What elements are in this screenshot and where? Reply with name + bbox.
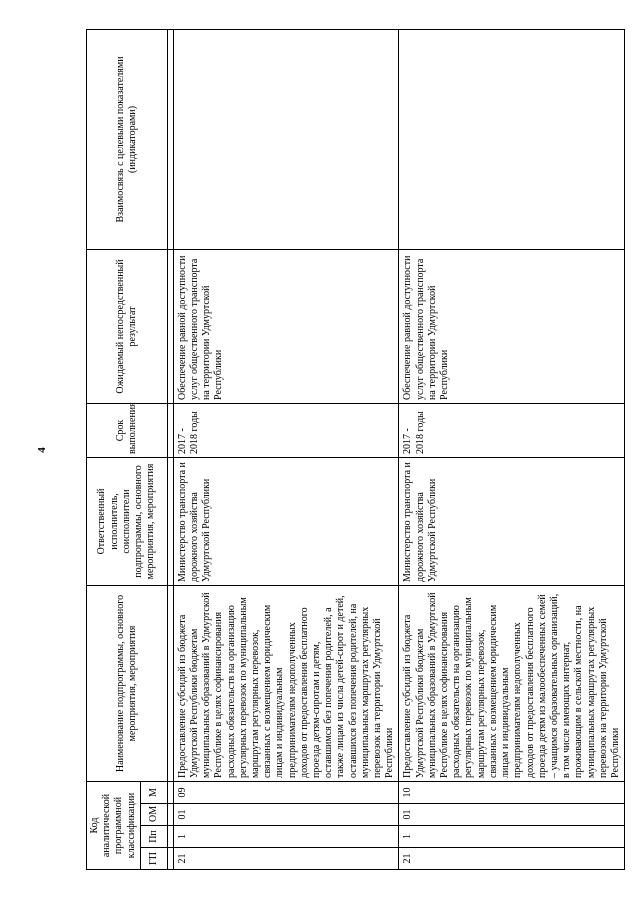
table-row [173, 29, 399, 869]
header-gp: ГП [140, 848, 167, 870]
header-code-group: Код аналитической программной классификации [87, 781, 141, 869]
cell-gp: 21 [399, 848, 625, 870]
header-term: Срок выполнения [87, 403, 168, 457]
header-om: ОМ [140, 804, 167, 826]
rotated-page [36, 30, 621, 870]
page-number: 4 [36, 447, 48, 453]
cell-executor: Министерство транспорта и дорожного хозяйства Удмуртской Республики [399, 457, 625, 585]
header-row-1 [87, 29, 141, 869]
cell-term: 2017 - 2018 годы [399, 403, 625, 457]
cell-m: 09 [173, 781, 399, 803]
cell-pp: 1 [173, 826, 399, 848]
cell-link [399, 29, 625, 249]
cell-name: Предоставление субсидий из бюджета Удмуртской Республики бюджетам муниципальных образований в Удмуртской Республике в целях софинансирования расходных обязательств на организацию регулярных перевозок по муниципальным маршрутам регулярных перевозок, связанных с возмещением юридическим лицам и индивидуальным предпринимателям недополученных доходов от предоставления бесплатного проезда детям-сиротам и детям, оставшимся без попечения родителей, а также лицам из числа детей-сирот и детей, оставшихся без попечения родителей, на муниципальных маршрутах регулярных перевозок на территории Удмуртской Республики [173, 585, 399, 781]
header-result: Ожидаемый непосредственный результат [87, 249, 168, 403]
header-m: М [140, 781, 167, 803]
header-pp: Пп [140, 826, 167, 848]
cell-om: 01 [173, 804, 399, 826]
cell-name: Предоставление субсидий из бюджета Удмуртской Республики бюджетам муниципальных образований в Удмуртской Республике в целях софинансирования расходных обязательств на организацию регулярных перевозок по муниципальным маршрутам регулярных перевозок, связанных с возмещением юридическим лицам и индивидуальным предпринимателям недополученных доходов от предоставления бесплатного проезда детям из малообеспеченных семей – учащимся образовательных организаций, в том числе имеющих интернат, проживающим в сельской местности, на муниципальных маршрутах регулярных перевозок на территории Удмуртской Республики [399, 585, 625, 781]
cell-m: 10 [399, 781, 625, 803]
cell-pp: 1 [399, 826, 625, 848]
header-name: Наименование подпрограммы, основного мероприятия, мероприятия [87, 585, 168, 781]
cell-result: Обеспечение равной доступности услуг общественного транспорта на территории Удмуртской Республики [399, 249, 625, 403]
cell-executor: Министерство транспорта и дорожного хозяйства Удмуртской Республики [173, 457, 399, 585]
cell-result: Обеспечение равной доступности услуг общественного транспорта на территории Удмуртской Республики [173, 249, 399, 403]
program-table [86, 29, 625, 870]
cell-link [173, 29, 399, 249]
table-row [399, 29, 625, 869]
header-link: Взаимосвязь с целевыми показателями (индикаторами) [87, 29, 168, 249]
cell-gp: 21 [173, 848, 399, 870]
cell-om: 01 [399, 804, 625, 826]
header-executor: Ответственный исполнитель, соисполнители подпрограммы, основного мероприятия, мероприятия [87, 457, 168, 585]
cell-term: 2017 - 2018 годы [173, 403, 399, 457]
